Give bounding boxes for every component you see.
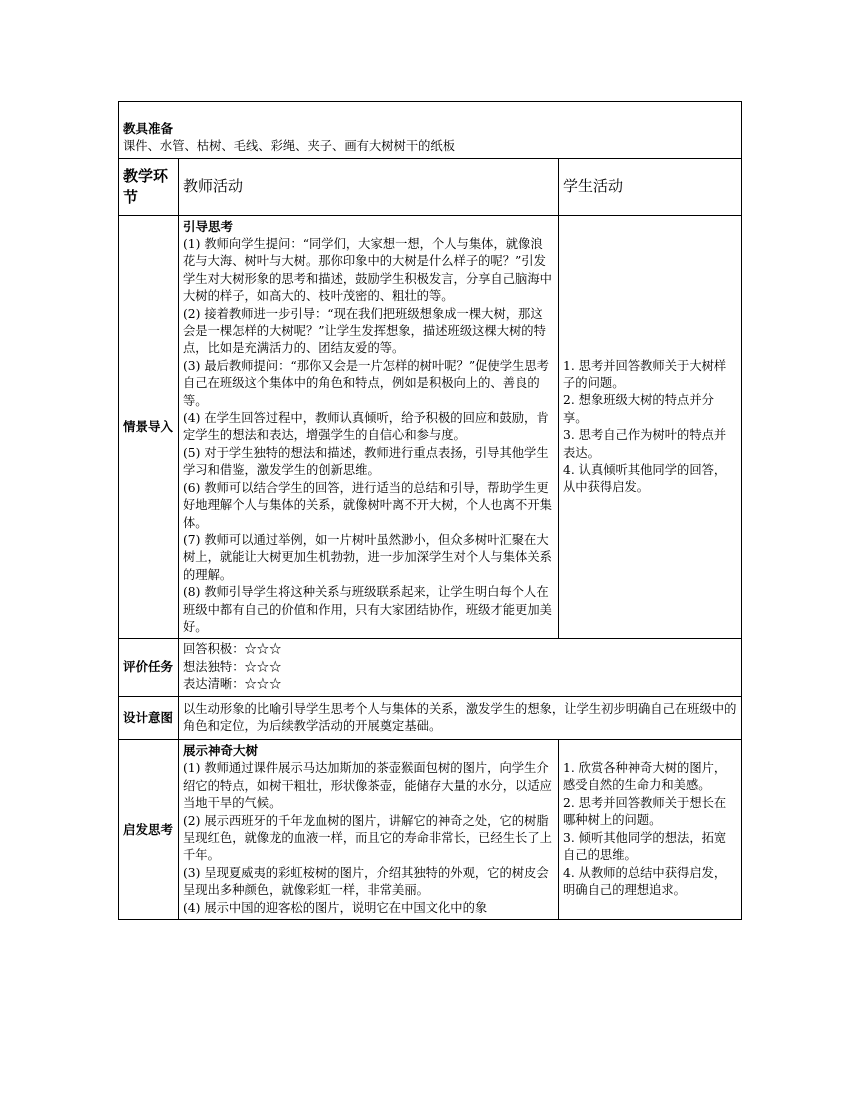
prep-content: 课件、水管、枯树、毛线、彩绳、夹子、画有大树树干的纸板 <box>123 139 456 153</box>
teacher-item: (2) 展示西班牙的千年龙血树的图片，讲解它的神奇之处，它的树脂呈现红色，就像龙的血液一样，而且它的寿命非常长，已经生长了上千年。 <box>183 813 552 863</box>
evaluation-label: 评价任务 <box>123 659 174 675</box>
evaluation-row <box>119 639 742 696</box>
header-teacher <box>179 159 559 216</box>
lesson-plan-document <box>118 101 741 920</box>
teacher-item: (4) 在学生回答过程中，教师认真倾听，给予积极的回应和鼓励，肯定学生的想法和表达，增强学生的自信心和参与度。 <box>183 411 549 443</box>
evaluation-content-cell <box>179 639 742 696</box>
design-content: 以生动形象的比喻引导学生思考个人与集体的关系，激发学生的想象，让学生初步明确自己在班级中的角色和定位，为后续教学活动的开展奠定基础。 <box>183 701 737 733</box>
teacher-item: (8) 教师引导学生将这种关系与班级联系起来，让学生明白每个人在班级中都有自己的价值和作用，只有大家团结协作，班级才能更加美好。 <box>183 585 552 634</box>
student-item: 3. 倾听其他同学的想法，拓宽自己的思维。 <box>563 830 727 863</box>
teacher-activity-title: 引导思考 <box>183 219 234 234</box>
lesson-plan-table <box>118 101 742 920</box>
stage-cell <box>119 216 179 639</box>
teacher-item: (1) 教师向学生提问：“同学们，大家想一想，个人与集体，就像浪花与大海、树叶与大树。那你印象中的大树是什么样子的呢？”引发学生对大树形象的思考和描述，鼓励学生积极发言，分享自己脑海中大树的样子，如高大的、枝叶茂密的、粗壮的等。 <box>183 237 552 304</box>
prep-title: 教具准备 <box>123 121 174 136</box>
teacher-item: (4) 展示中国的迎客松的图片，说明它在中国文化中的象 <box>183 900 488 915</box>
teacher-activity-cell <box>179 740 559 920</box>
header-stage <box>119 159 179 216</box>
student-activity-cell <box>559 740 742 920</box>
prep-row <box>119 102 742 159</box>
stage-cell <box>119 740 179 920</box>
header-teacher-label: 教师活动 <box>183 177 244 196</box>
teacher-activity-cell <box>179 216 559 639</box>
design-content-cell <box>179 696 742 740</box>
student-item: 4. 从教师的总结中获得启发，明确自己的理想追求。 <box>563 865 727 897</box>
teacher-item: (5) 对于学生独特的想法和描述，教师进行重点表扬，引导其他学生学习和借鉴，激发学生的创新思维。 <box>183 445 549 478</box>
header-stage-label: 教学环节 <box>123 167 169 206</box>
stage-label: 情景导入 <box>123 419 174 435</box>
stage-row-inspire <box>119 740 742 920</box>
design-row <box>119 696 742 740</box>
student-item: 1. 欣赏各种神奇大树的图片，感受自然的生命力和美感。 <box>563 761 727 793</box>
evaluation-label-cell <box>119 639 179 696</box>
prep-cell <box>119 102 742 159</box>
teacher-item: (2) 接着教师进一步引导：“现在我们把班级想象成一棵大树，那这会是一棵怎样的大树呢？”让学生发挥想象，描述班级这棵大树的特点，比如是充满活力的、团结友爱的等。 <box>183 306 546 356</box>
student-item: 2. 思考并回答教师关于想长在哪种树上的问题。 <box>563 795 727 828</box>
evaluation-item: 表达清晰：☆☆☆ <box>183 677 282 692</box>
student-item: 1. 思考并回答教师关于大树样子的问题。 <box>563 358 727 390</box>
stage-row-intro <box>119 216 742 639</box>
header-student-label: 学生活动 <box>563 177 624 196</box>
teacher-item: (3) 最后教师提问：“那你又会是一片怎样的树叶呢？”促使学生思考自己在班级这个集体中的角色和特点，例如是积极向上的、善良的等。 <box>183 358 549 408</box>
teacher-item: (7) 教师可以通过举例，如一片树叶虽然渺小，但众多树叶汇聚在大树上，就能让大树更加生机勃勃，进一步加深学生对个人与集体关系的理解。 <box>183 532 552 582</box>
student-activity-cell <box>559 216 742 639</box>
student-item: 4. 认真倾听其他同学的回答，从中获得启发。 <box>563 462 727 495</box>
student-item: 2. 想象班级大树的特点并分享。 <box>563 393 714 425</box>
header-student <box>559 159 742 216</box>
teacher-item: (1) 教师通过课件展示马达加斯加的茶壶猴面包树的图片，向学生介绍它的特点，如树干粗壮，形状像茶壶，能储存大量的水分，以适应当地干旱的气候。 <box>183 761 552 811</box>
student-item: 3. 思考自己作为树叶的特点并表达。 <box>563 428 727 460</box>
teacher-item: (3) 呈现夏威夷的彩虹桉树的图片，介绍其独特的外观，它的树皮会呈现出多种颜色，就像彩虹一样，非常美丽。 <box>183 865 549 898</box>
design-label-cell <box>119 696 179 740</box>
teacher-item: (6) 教师可以结合学生的回答，进行适当的总结和引导，帮助学生更好地理解个人与集体的关系，就像树叶离不开大树，个人也离不开集体。 <box>183 480 552 530</box>
header-row <box>119 159 742 216</box>
teacher-activity-title: 展示神奇大树 <box>183 743 259 759</box>
design-label: 设计意图 <box>123 709 174 725</box>
stage-label: 启发思考 <box>123 821 174 837</box>
evaluation-item: 回答积极：☆☆☆ <box>183 642 282 657</box>
evaluation-item: 想法独特：☆☆☆ <box>183 659 282 674</box>
